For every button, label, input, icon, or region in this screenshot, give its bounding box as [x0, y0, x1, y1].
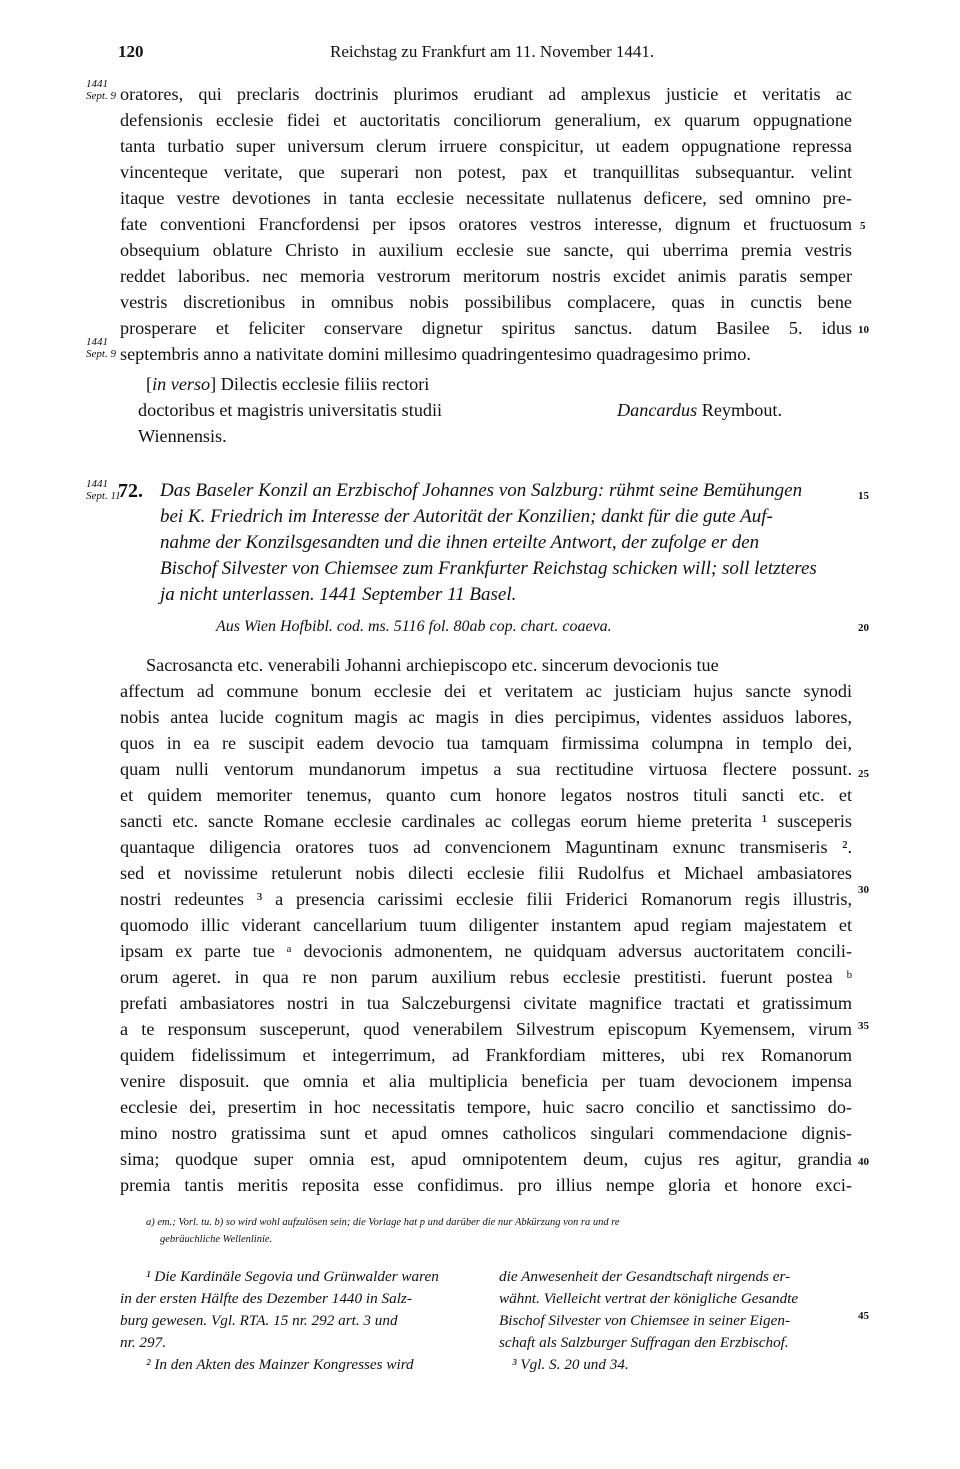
- body-line: nostri redeuntes ³ a presencia carissimi ecclesie filii Friderici Romanorum regis illustris,: [120, 889, 852, 909]
- body-line: premia tantis meritis reposita esse confidimus. pro illius nempe gloria et honore exci-: [120, 1175, 852, 1195]
- address-line: [in verso] Dilectis ecclesie filiis rectori: [146, 374, 430, 394]
- body-line: prefati ambasiatores nostri in tua Salczeburgensi civitate magnifice tractati et gratissimum: [120, 993, 852, 1013]
- document-heading-line: Das Baseler Konzil an Erzbischof Johannes von Salzburg: rühmt seine Bemühungen: [160, 480, 803, 501]
- line-number: 35: [858, 1020, 869, 1032]
- body-line: ipsam ex parte tue ᵃ devocionis admonentem, ne quidquam adversus auctoritatem concili-: [120, 941, 852, 961]
- body-line: mino nostro gratissima sunt et apud omnes catholicos singulari commendacione dignis-: [120, 1123, 852, 1143]
- line-number: 10: [858, 324, 869, 336]
- margin-date: 1441 Sept. 9: [86, 336, 116, 360]
- body-line: nobis antea lucide cognitum magis ac magis in dies percipimus, videntes assiduos labores,: [120, 707, 852, 727]
- footnote-line: ² In den Akten des Mainzer Kongresses wird: [146, 1356, 414, 1373]
- body-line: quam nulli ventorum mundanorum impetus a sua rectitudine virtuosa flectere possunt.: [120, 759, 852, 779]
- document-heading-line: ja nicht unterlassen. 1441 September 11 Basel.: [160, 584, 517, 605]
- document-number: 72.: [118, 480, 143, 502]
- footnote-line: nr. 297.: [120, 1334, 166, 1351]
- document-heading-line: bei K. Friedrich im Interesse der Autorität der Konzilien; dankt für die gute Auf-: [160, 506, 773, 527]
- letter-line: vincenteque veritate, que superari non potest, pax et tranquillitas subsequantur. velint: [120, 162, 852, 182]
- letter-line: itaque vestre devotiones in tanta ecclesie necessitate nullatenus deficere, sed omnino pre-: [120, 188, 852, 208]
- footnote-line: ¹ Die Kardinäle Segovia und Grünwalder waren: [146, 1268, 439, 1285]
- in-verso-note: in verso: [152, 374, 211, 394]
- body-line: affectum ad commune bonum ecclesie dei et veritatem ac justiciam hujus sancte synodi: [120, 681, 852, 701]
- letter-line: reddet laboribus. nec memoria vestrorum meritorum nostris excidet animis paratis semper: [120, 266, 852, 286]
- address-line: doctoribus et magistris universitatis studii: [138, 400, 443, 420]
- letter-line: septembris anno a nativitate domini millesimo quadringentesimo quadragesimo primo.: [120, 344, 751, 364]
- body-line: venire disposuit. que omnia et alia multiplicia beneficia per tuam devocionem impensa: [120, 1071, 852, 1091]
- body-line: quidem fidelissimum et integerrimum, ad Frankfordiam mitteres, ubi rex Romanorum: [120, 1045, 852, 1065]
- line-number: 20: [858, 622, 869, 634]
- body-line: Sacrosancta etc. venerabili Johanni archiepiscopo etc. sincerum devocionis tue: [146, 655, 719, 675]
- body-line: sancti etc. sancte Romane ecclesie cardinales ac collegas eorum hieme preterita ¹ susceperis: [120, 811, 852, 831]
- footnote-line: wähnt. Vielleicht vertrat der königliche Gesandte: [499, 1290, 799, 1307]
- margin-date: 1441 Sept. 11: [86, 478, 121, 502]
- line-number: 30: [858, 884, 869, 896]
- footnote-line: ³ Vgl. S. 20 und 34.: [512, 1356, 629, 1373]
- line-number: 15: [858, 490, 869, 502]
- letter-line: vestris discretionibus in omnibus nobis possibilibus complacere, quas in cunctis bene: [120, 292, 852, 312]
- body-line: a te responsum susceperunt, quod venerabilem Silvestrum episcopum Kyemensem, virum: [120, 1019, 852, 1039]
- letter-line: fate conventioni Francfordensi per ipsos oratores vestros interesse, dignum et fructuosum: [120, 214, 852, 234]
- page-number: 120: [118, 42, 144, 61]
- body-line: orum ageret. in qua re non parum auxilium rebus ecclesie prestitisti. fuerunt postea ᵇ: [120, 967, 852, 987]
- letter-line: tanta turbatio super universum clerum irruere conspicitur, ut eadem oppugnatione repressa: [120, 136, 852, 156]
- letter-line: oratores, qui preclaris doctrinis plurimos erudiant ad amplexus justicie et veritatis ac: [120, 84, 852, 104]
- document-heading-line: Bischof Silvester von Chiemsee zum Frankfurter Reichstag schicken will; soll letzteres: [160, 558, 817, 579]
- line-number: 45: [858, 1310, 869, 1322]
- body-line: quos in ea re suscipit eadem devocio tua tamquam firmissima columpna in templo dei,: [120, 733, 852, 753]
- textual-note: gebräuchliche Wellenlinie.: [160, 1234, 273, 1245]
- document-heading-line: nahme der Konzilsgesandten und die ihnen erteilte Antwort, der zufolge er den: [160, 532, 760, 553]
- line-number: 40: [858, 1156, 869, 1168]
- source-note: Aus Wien Hofbibl. cod. ms. 5116 fol. 80ab cop. chart. coaeva.: [216, 618, 612, 635]
- footnote-line: schaft als Salzburger Suffragan den Erzbischof.: [499, 1334, 789, 1351]
- letter-line: prosperare et feliciter conservare dignetur spiritus sanctus. datum Basilee 5. idus: [120, 318, 852, 338]
- body-line: quomodo illic viderant cancellarium tuum diligenter instantem apud regiam majestatem et: [120, 915, 852, 935]
- address-line: Wiennensis.: [138, 426, 227, 446]
- letter-line: obsequium oblature Christo in auxilium ecclesie sue sancte, qui uberrima premia vestris: [120, 240, 852, 260]
- body-line: et quidem memoriter tenemus, quanto cum honore legatos nostros tituli sancti etc. et: [120, 785, 852, 805]
- line-number: 5: [860, 220, 866, 232]
- body-line: ecclesie dei, presertim in hoc necessitatis tempore, huic sacro concilio et sanctissimo do-: [120, 1097, 852, 1117]
- margin-date: 1441 Sept. 9: [86, 78, 116, 102]
- footnote-line: in der ersten Hälfte des Dezember 1440 in Salz-: [120, 1290, 412, 1307]
- textual-note: a) em.; Vorl. tu. b) so wird wohl aufzulösen sein; die Vorlage hat p und darüber die nur Abkürzung von ra und re: [146, 1217, 620, 1228]
- body-line: sima; quodque super omnia est, apud omnipotentem deum, cujus res agitur, grandia: [120, 1149, 852, 1169]
- letter-line: defensionis ecclesie fidei et auctoritatis conciliorum generalium, ex quarum oppugnatione: [120, 110, 852, 130]
- footnote-line: die Anwesenheit der Gesandtschaft nirgends er-: [499, 1268, 791, 1285]
- footnote-line: burg gewesen. Vgl. RTA. 15 nr. 292 art. 3 und: [120, 1312, 398, 1329]
- running-head: Reichstag zu Frankfurt am 11. November 1441.: [330, 42, 655, 61]
- signature: Dancardus Reymbout.: [617, 400, 783, 420]
- line-number: 25: [858, 768, 869, 780]
- body-line: quantaque diligencia oratores tuos ad convencionem Maguntinam exnunc transmiseris ².: [120, 837, 852, 857]
- footnote-line: Bischof Silvester von Chiemsee in seiner Eigen-: [499, 1312, 791, 1329]
- body-line: sed et novissime retulerunt nobis dilecti ecclesie filii Rudolfus et Michael ambasiatores: [120, 863, 852, 883]
